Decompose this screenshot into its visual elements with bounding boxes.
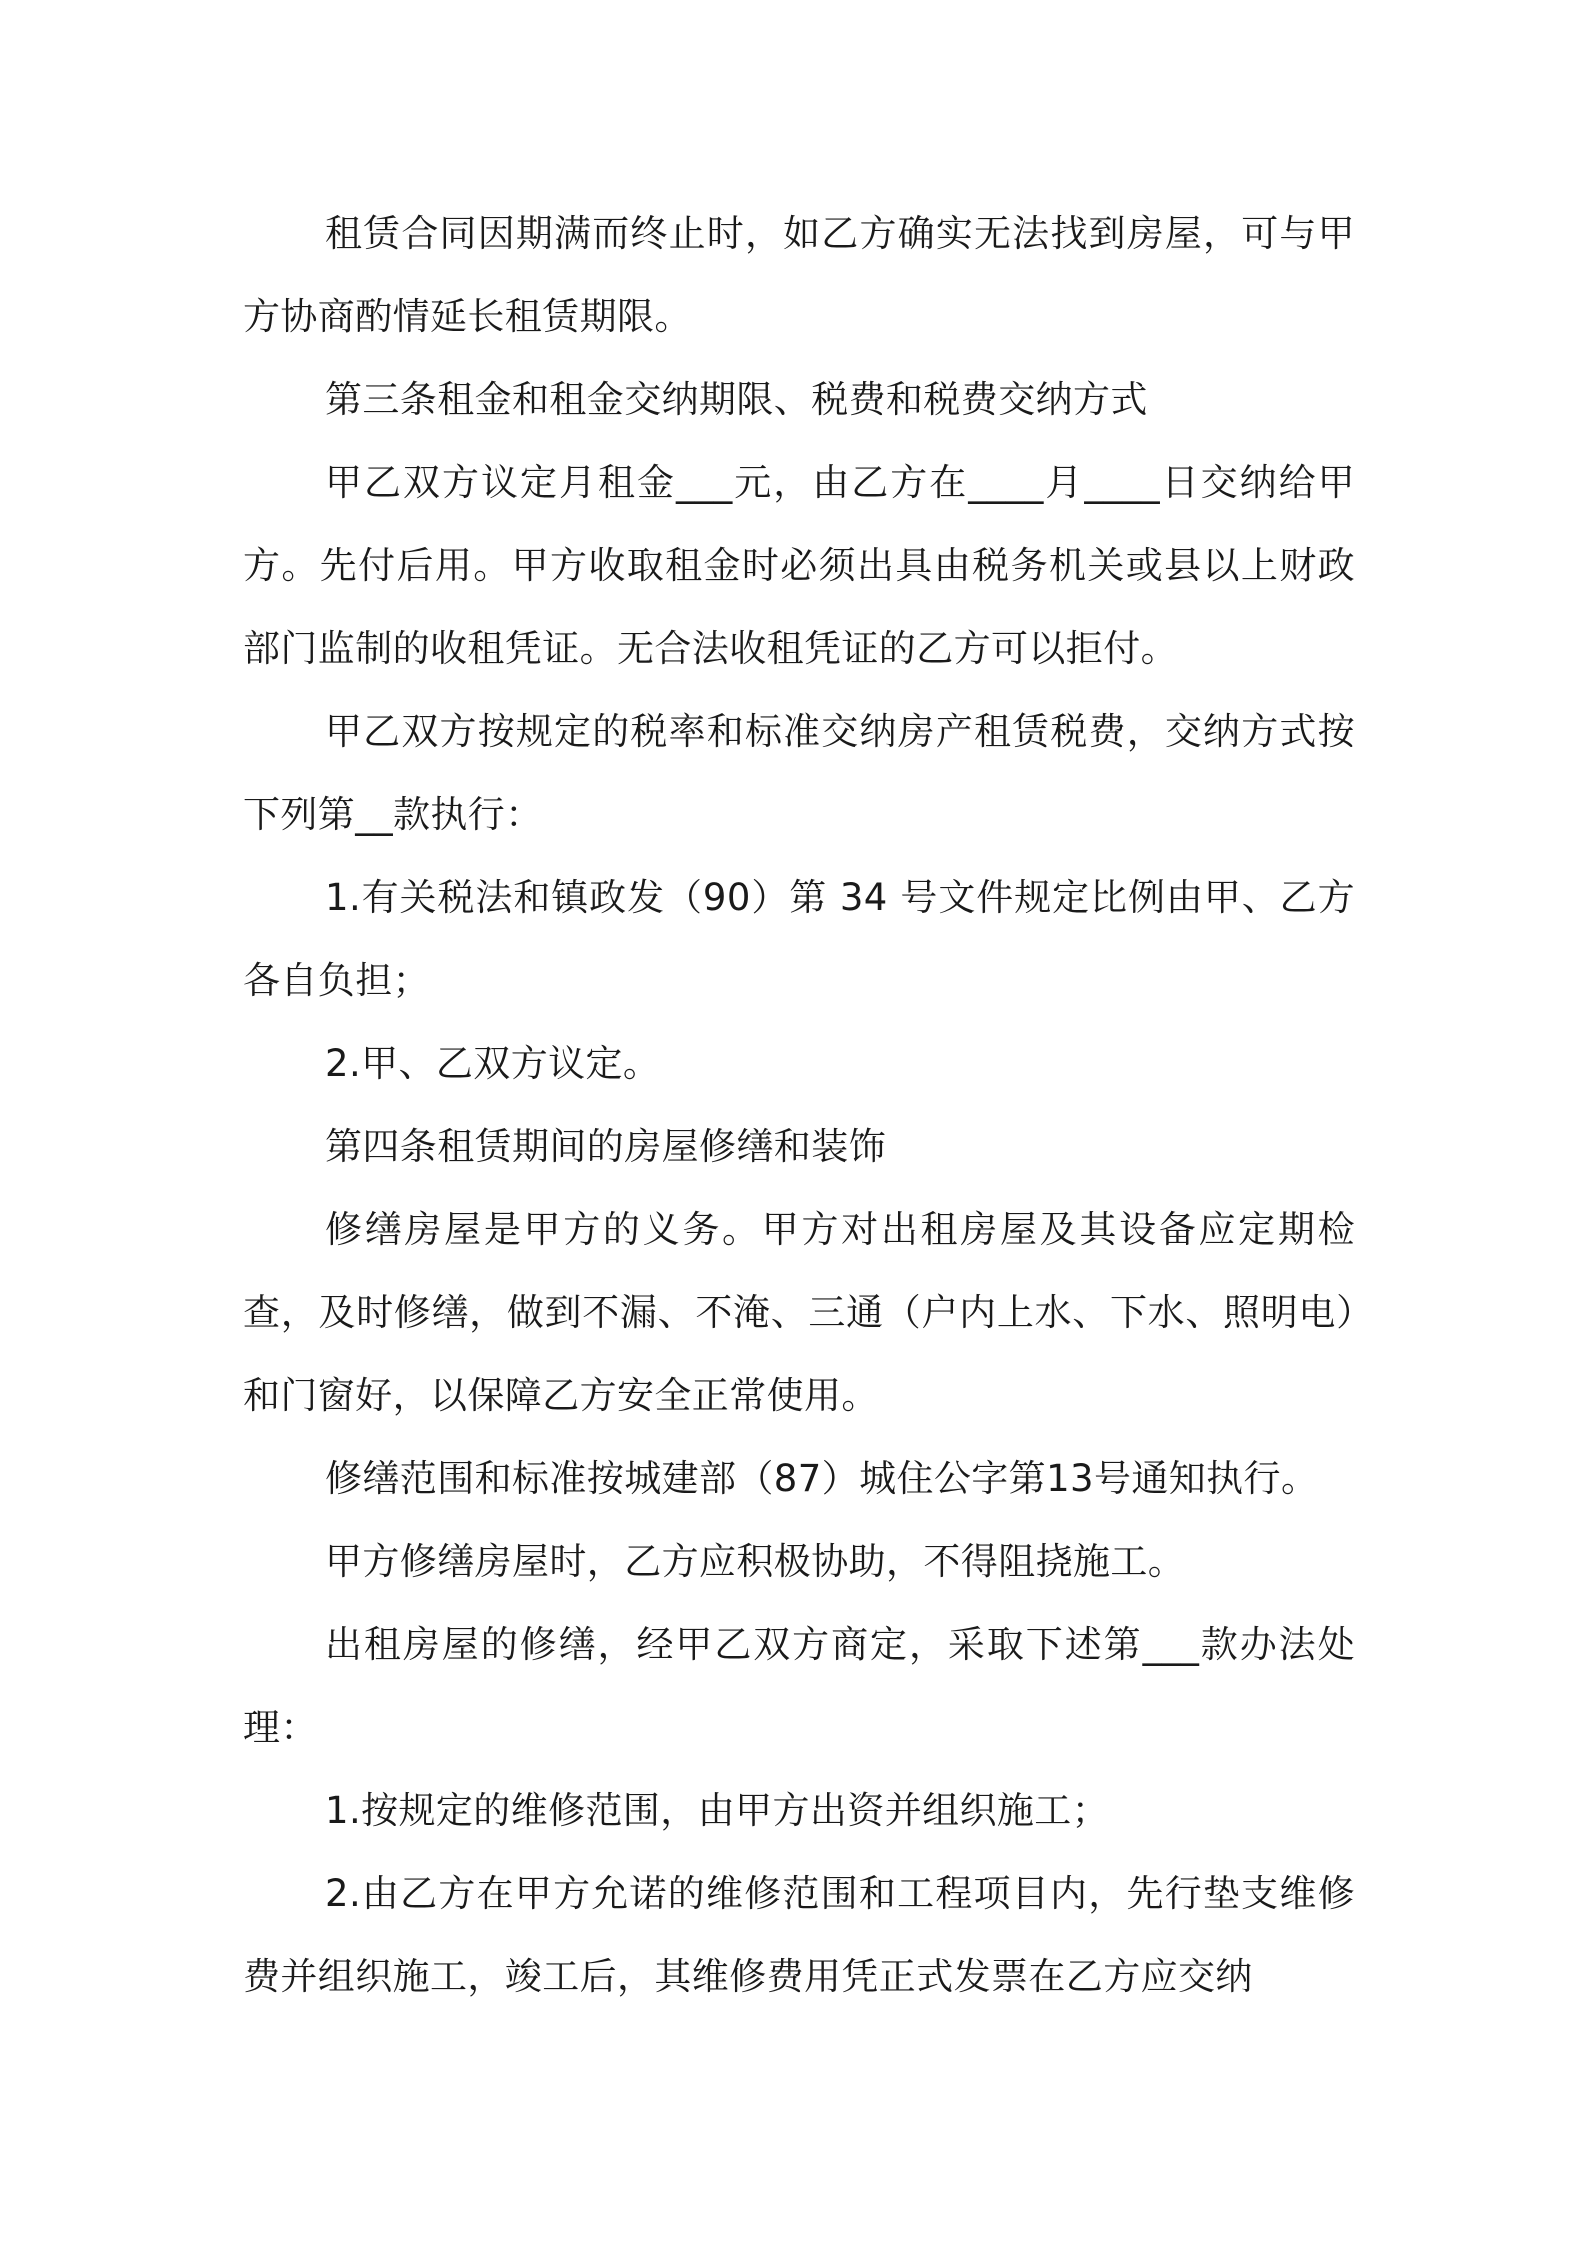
heading-article-3: 第三条租金和租金交纳期限、税费和税费交纳方式 xyxy=(325,378,1148,421)
paragraph-repair-cooperation: 甲方修缮房屋时，乙方应积极协助，不得阻挠施工。 xyxy=(325,1540,1186,1583)
document-body xyxy=(243,192,1355,2018)
heading-article-4: 第四条租赁期间的房屋修缮和装饰 xyxy=(325,1125,886,1168)
paragraph-monthly-rent: 甲乙双方议定月租金___元，由乙方在____月____日交纳给甲方。先付后用。甲方收取租金时必须出具由税务机关或县以上财政部门监制的收租凭证。无合法收租凭证的乙方可以拒付。 xyxy=(243,461,1355,670)
paragraph-repair-method: 出租房屋的修缮，经甲乙双方商定，采取下述第___款办法处理： xyxy=(243,1623,1355,1749)
list-item-tax-1: 1.有关税法和镇政发（90）第 34 号文件规定比例由甲、乙方各自负担； xyxy=(243,876,1355,1002)
paragraph-tax-payment: 甲乙双方按规定的税率和标准交纳房产租赁税费，交纳方式按下列第__款执行： xyxy=(243,710,1355,836)
list-item-repair-1: 1.按规定的维修范围，由甲方出资并组织施工； xyxy=(325,1789,1110,1832)
paragraph-repair-scope: 修缮范围和标准按城建部（87）城住公字第13号通知执行。 xyxy=(325,1457,1319,1500)
list-item-tax-2: 2.甲、乙双方议定。 xyxy=(325,1042,661,1085)
list-item-repair-2: 2.由乙方在甲方允诺的维修范围和工程项目内，先行垫支维修费并组织施工，竣工后，其维修费用凭正式发票在乙方应交纳 xyxy=(243,1872,1355,1998)
paragraph-lease-extension: 租赁合同因期满而终止时，如乙方确实无法找到房屋，可与甲方协商酌情延长租赁期限。 xyxy=(243,212,1355,338)
paragraph-repair-duty: 修缮房屋是甲方的义务。甲方对出租房屋及其设备应定期检查，及时修缮，做到不漏、不淹、三通（户内上水、下水、照明电）和门窗好，以保障乙方安全正常使用。 xyxy=(243,1208,1355,1417)
